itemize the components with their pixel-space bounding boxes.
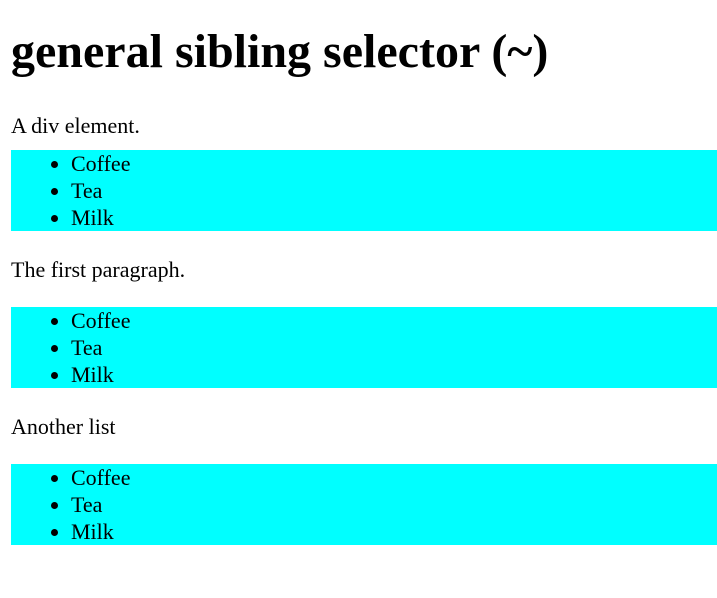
list-highlighted-3	[11, 464, 717, 545]
first-paragraph: The first paragraph.	[11, 257, 186, 282]
list-item: • Tea	[71, 491, 717, 518]
list-item: • Tea	[71, 177, 717, 204]
list-item: • Coffee	[71, 307, 717, 334]
page-title: general sibling selector (~)	[11, 25, 549, 78]
list-highlighted-1	[11, 150, 717, 231]
list-item: • Coffee	[71, 150, 717, 177]
list-item: • Coffee	[71, 464, 717, 491]
list-item: • Milk	[71, 204, 717, 231]
list-highlighted-2	[11, 307, 717, 388]
list-item: • Milk	[71, 361, 717, 388]
list-item: • Tea	[71, 334, 717, 361]
list-item: • Milk	[71, 518, 717, 545]
div-element-text: A div element.	[11, 113, 140, 138]
page-content	[11, 0, 717, 545]
another-list-label: Another list	[11, 414, 116, 439]
